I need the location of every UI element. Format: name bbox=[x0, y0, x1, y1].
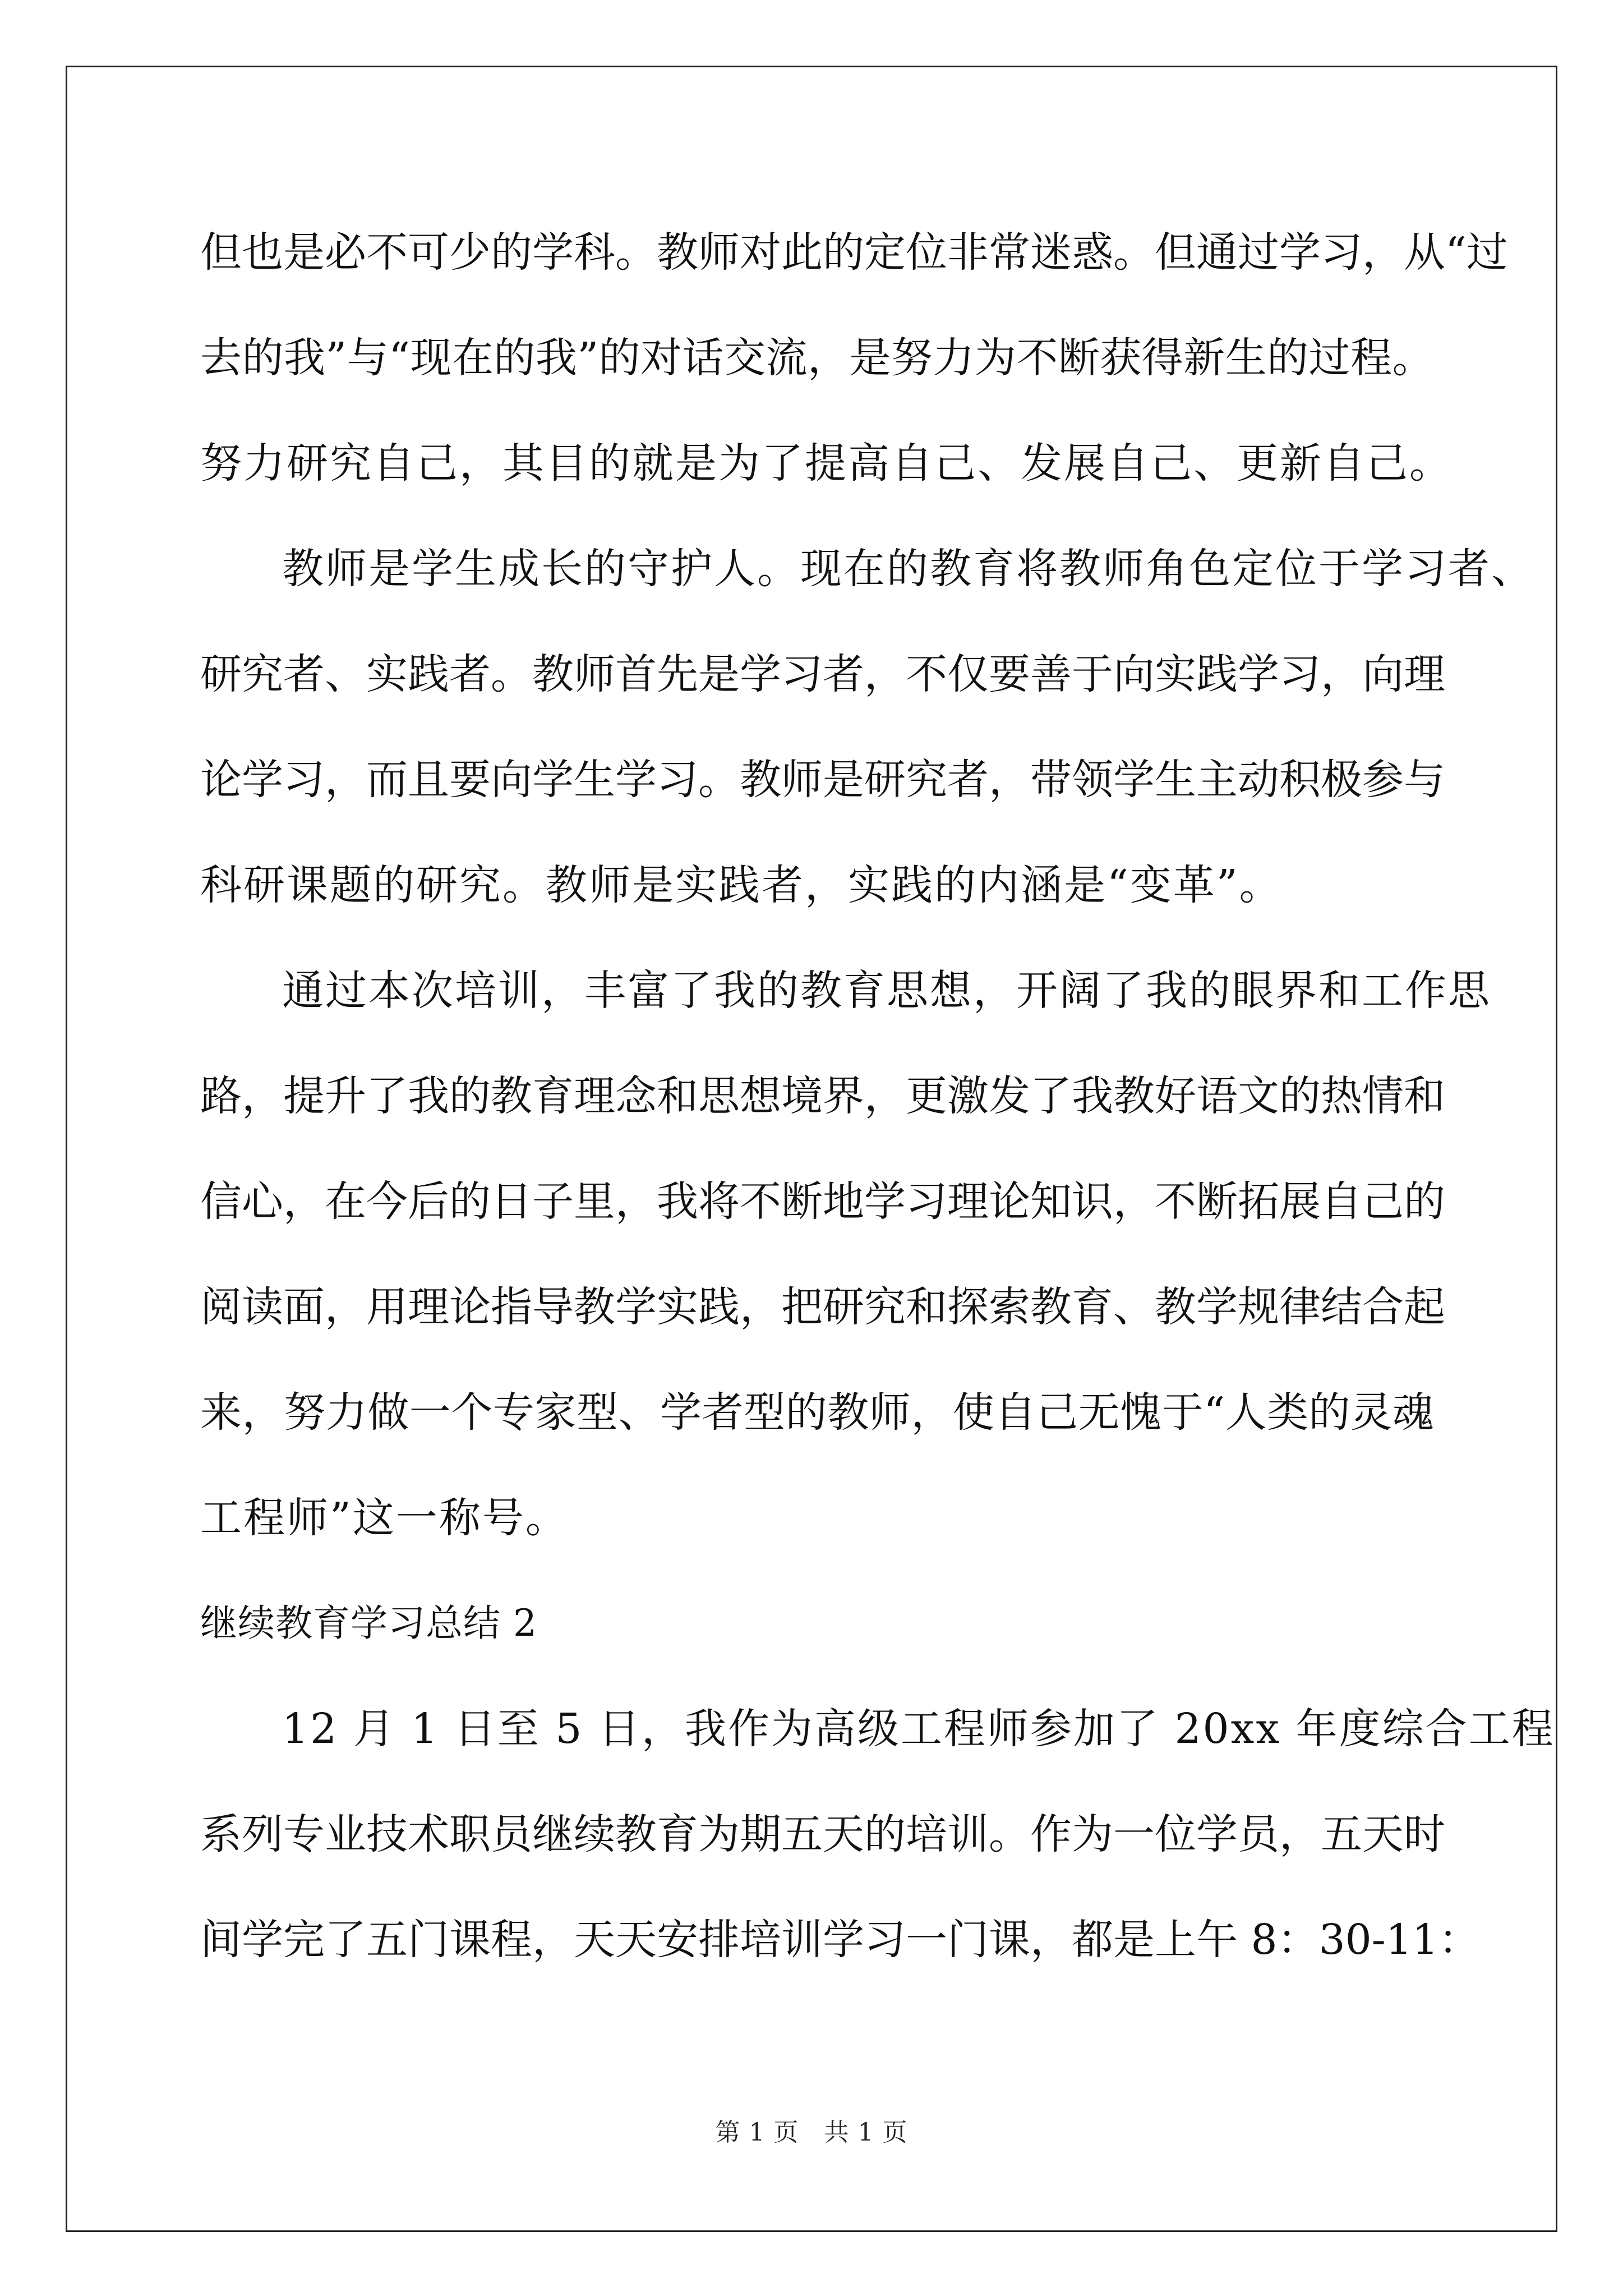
paragraph-first-line: 教师是学生成长的守护人。现在的教育将教师角色定位于学习者、 bbox=[282, 545, 1534, 593]
body-line: 努力研究自己，其目的就是为了提高自己、发展自己、更新自己。 bbox=[200, 439, 1453, 487]
body-line: 来，努力做一个专家型、学者型的教师，使自己无愧于“人类的灵魂 bbox=[200, 1388, 1435, 1437]
body-line: 信心，在今后的日子里，我将不断地学习理论知识，不断拓展自己的 bbox=[200, 1177, 1445, 1226]
body-line: 路，提升了我的教育理念和思想境界，更激发了我教好语文的热情和 bbox=[200, 1072, 1445, 1120]
body-line: 阅读面，用理论指导教学实践，把研究和探索教育、教学规律结合起 bbox=[200, 1283, 1445, 1331]
body-line: 工程师”这一称号。 bbox=[200, 1494, 569, 1542]
body-line: 研究者、实践者。教师首先是学习者，不仅要善于向实践学习，向理 bbox=[200, 650, 1445, 698]
body-line: 去的我”与“现在的我”的对话交流，是努力为不断获得新生的过程。 bbox=[200, 334, 1435, 382]
body-line: 系列专业技术职员继续教育为期五天的培训。作为一位学员，五天时 bbox=[200, 1810, 1445, 1858]
body-line: 科研课题的研究。教师是实践者，实践的内涵是“变革”。 bbox=[200, 861, 1283, 909]
body-line: 但也是必不可少的学科。教师对此的定位非常迷惑。但通过学习，从“过 bbox=[200, 228, 1508, 277]
page-border bbox=[66, 66, 1557, 2232]
paragraph-first-line: 12 月 1 日至 5 日，我作为高级工程师参加了 20xx 年度综合工程 bbox=[282, 1705, 1555, 1753]
body-line: 间学完了五门课程，天天安排培训学习一门课，都是上午 8：30-11： bbox=[200, 1916, 1480, 1964]
paragraph-first-line: 通过本次培训，丰富了我的教育思想，开阔了我的眼界和工作思 bbox=[282, 967, 1491, 1015]
section-heading: 继续教育学习总结 2 bbox=[200, 1602, 537, 1645]
page-footer: 第 1 页 共 1 页 bbox=[715, 2118, 908, 2147]
body-line: 论学习，而且要向学生学习。教师是研究者，带领学生主动积极参与 bbox=[200, 756, 1445, 804]
